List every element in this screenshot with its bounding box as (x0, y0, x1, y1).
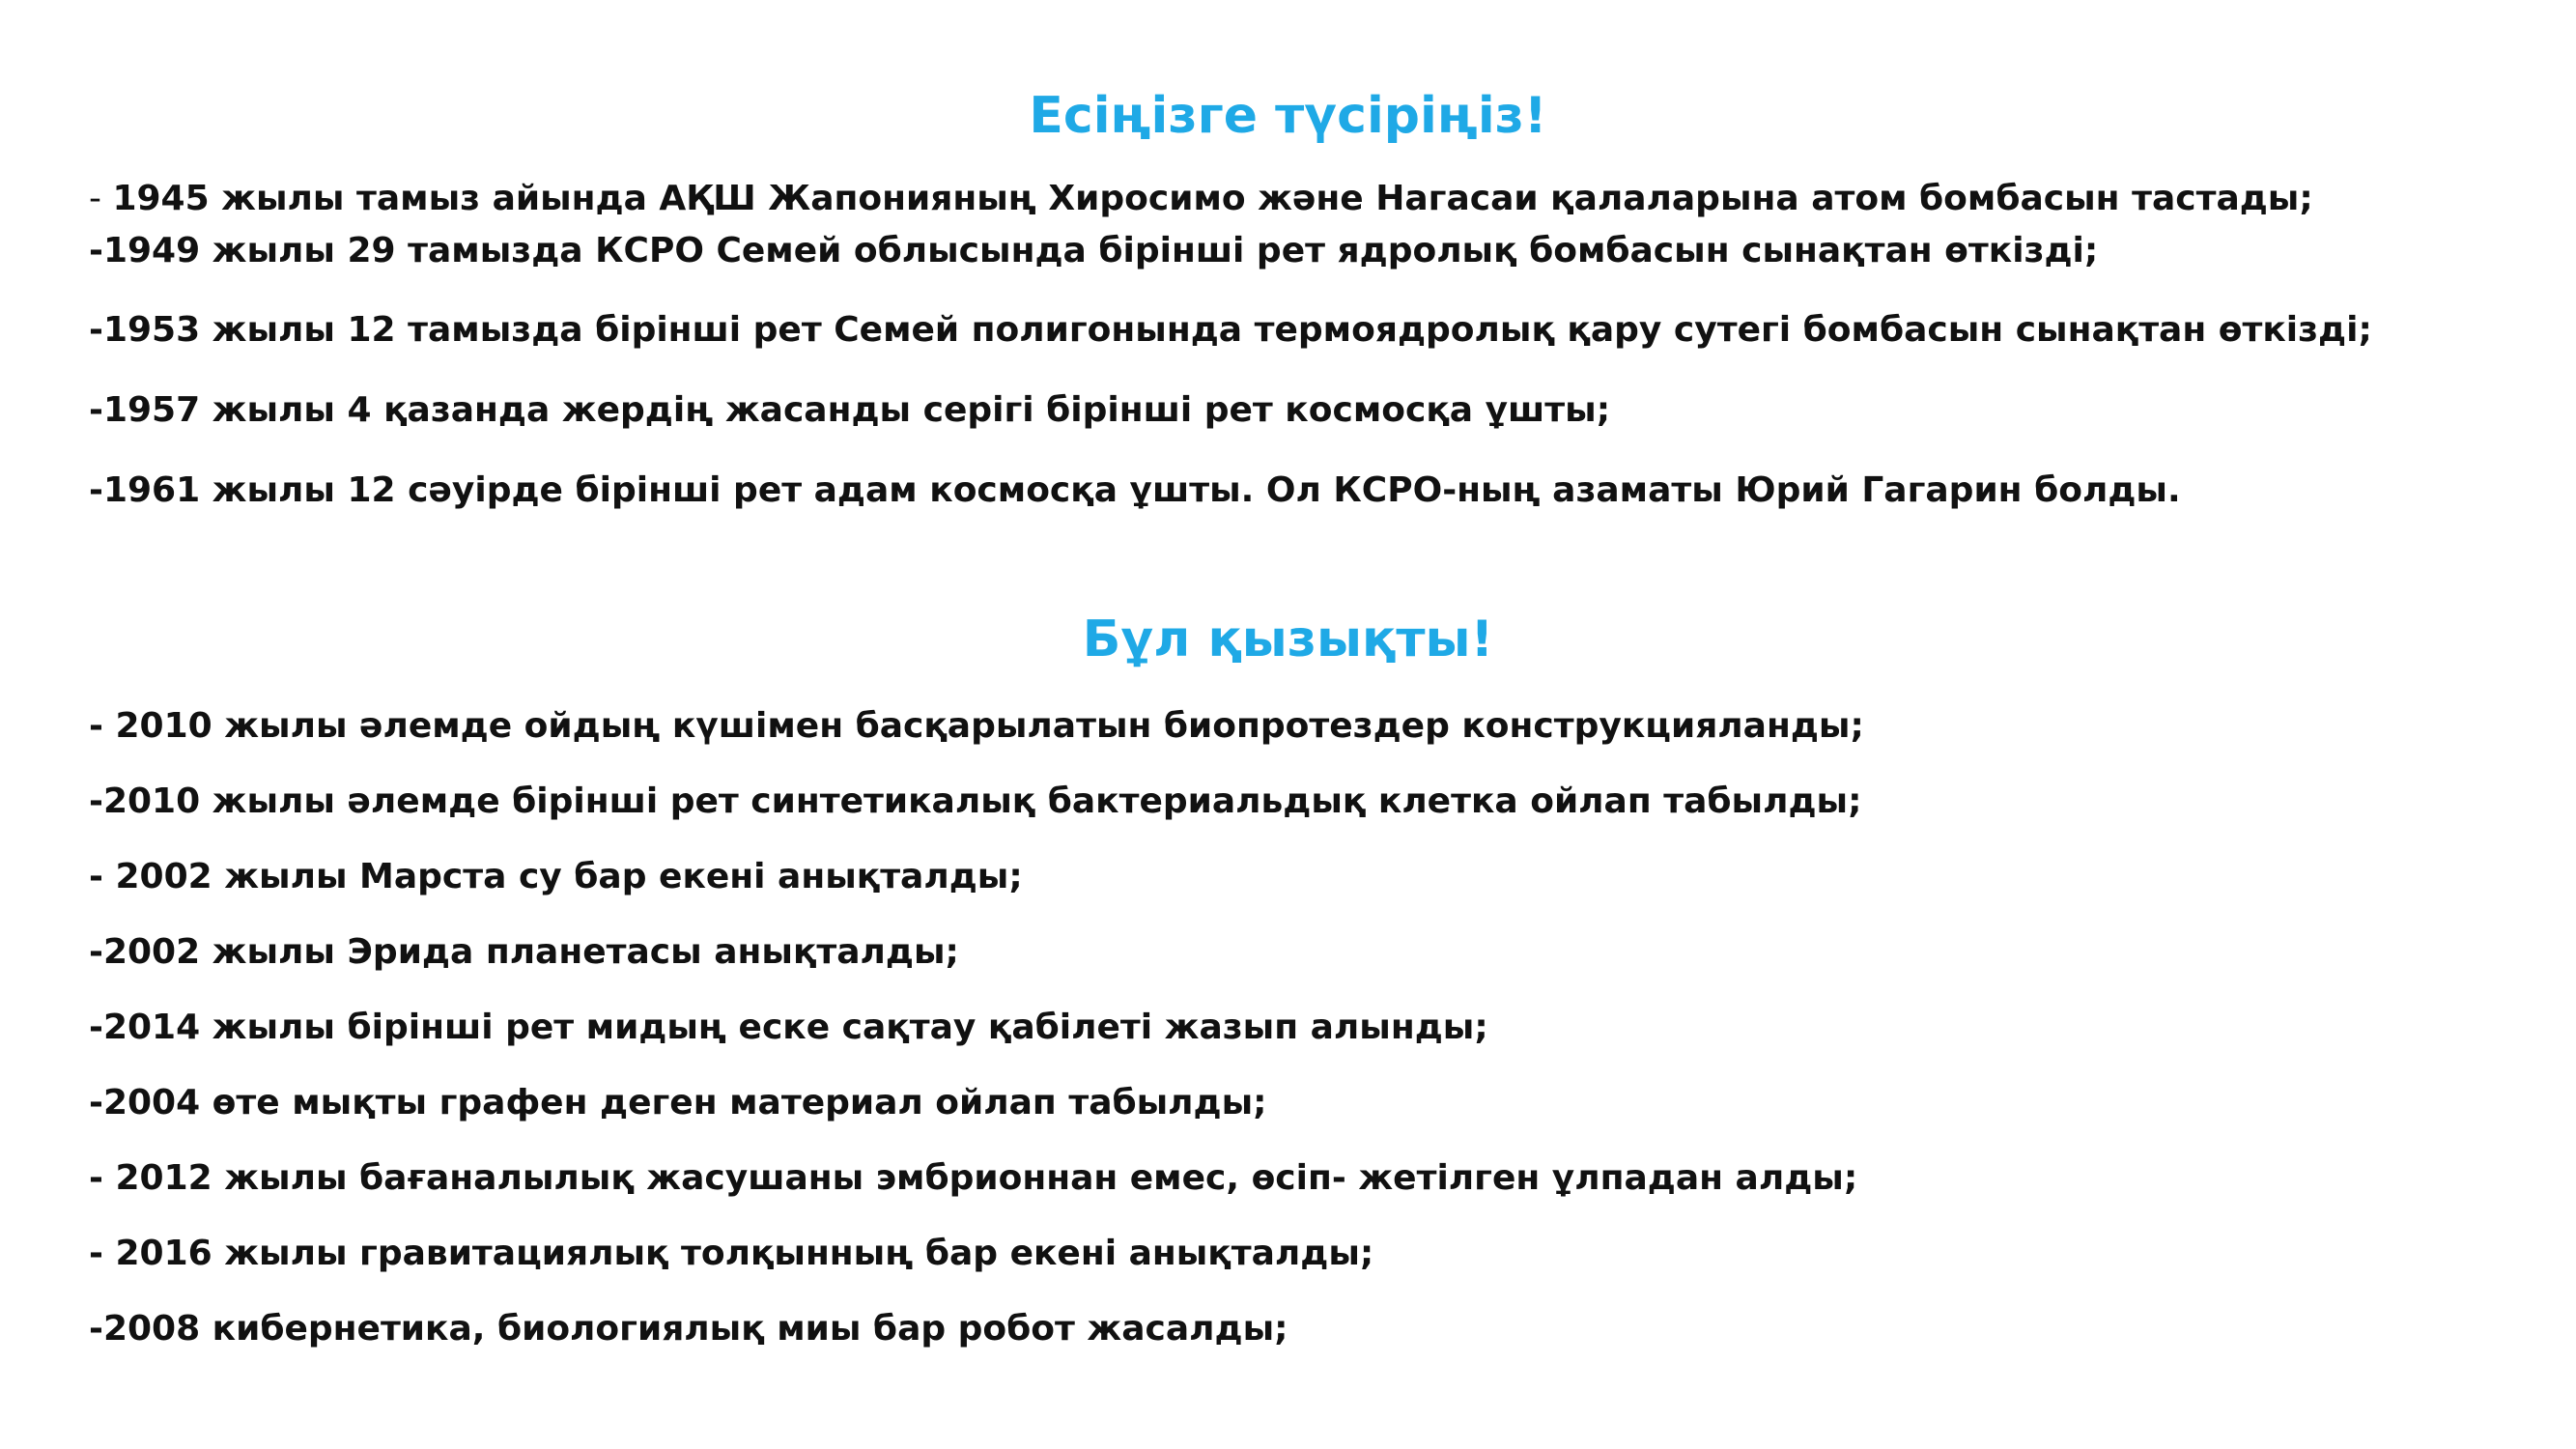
list-item-text: -1953 жылы 12 тамызда бірінші рет Семей полигонында термоядролық қару сутегі бомбасын сынақтан өткізді; (89, 310, 2372, 350)
list-item: -2002 жылы Эрида планетасы анықталды; (89, 932, 959, 972)
list-item: - 2012 жылы бағаналылық жасушаны эмбрионнан емес, өсіп- жетілген ұлпадан алды; (89, 1158, 1858, 1198)
list-item-text: -1961 жылы 12 сәуірде бірінші рет адам космосқа ұшты. Ол КСРО-ның азаматы Юрий Гагарин болды. (89, 470, 2181, 510)
list-item (89, 230, 2098, 272)
list-item-text: 1945 жылы тамыз айында АҚШ Жапонияның Хиросимо және Нагасаи қалаларына атом бомбасын тастады; (112, 179, 2313, 218)
list-item-text: -1949 жылы 29 тамызда КСРО Семей облысында бірінші рет ядролық бомбасын сынақтан өткізді; (89, 231, 2099, 270)
list-item (89, 178, 2313, 220)
list-item (89, 389, 1610, 432)
list-item: - 2010 жылы әлемде ойдың күшімен басқарылатын биопротездер конструкцияланды; (89, 706, 1864, 746)
list-item: - 2002 жылы Марста су бар екені анықталды; (89, 857, 1023, 896)
list-item (89, 469, 2181, 512)
list-item-text: -1957 жылы 4 қазанда жердің жасанды серігі бірінші рет космосқа ұшты; (89, 390, 1611, 430)
list-item: -2004 өте мықты графен деген материал ойлап табылды; (89, 1083, 1267, 1122)
interesting-title: Бұл қызықты! (1082, 611, 1494, 668)
list-item: - 2016 жылы гравитациялық толқынның бар екені анықталды; (89, 1234, 1374, 1273)
list-item (89, 309, 2372, 352)
list-item-prefix: - (89, 179, 113, 218)
remember-title: Есіңізге түсіріңіз! (1029, 87, 1547, 145)
list-item: -2010 жылы әлемде бірінші рет синтетикалық бактериальдық клетка ойлап табылды; (89, 781, 1862, 821)
list-item: -2014 жылы бірінші рет мидың еске сақтау қабілеті жазып алынды; (89, 1008, 1488, 1047)
list-item: -2008 кибернетика, биологиялық миы бар робот жасалды; (89, 1309, 1288, 1349)
